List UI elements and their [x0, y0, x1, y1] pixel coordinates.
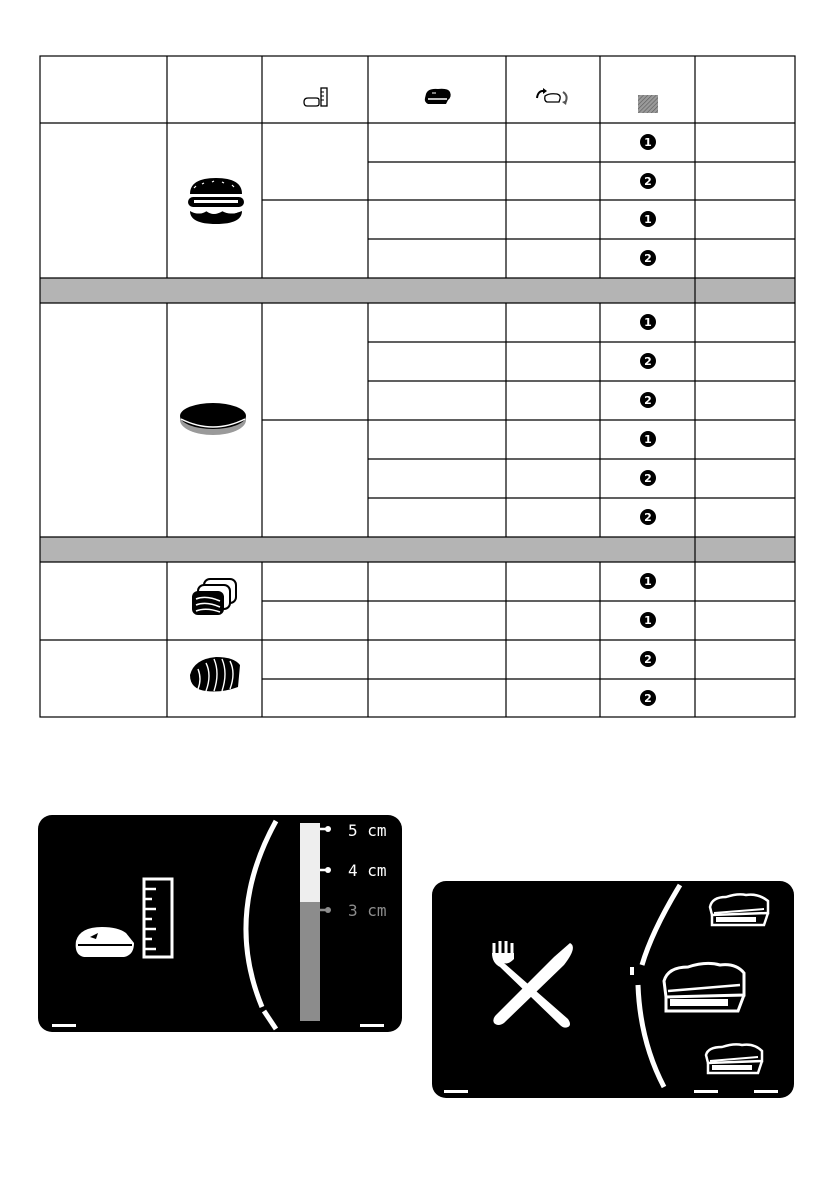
burger-icon: [188, 178, 244, 224]
level-label-5: 5 cm: [348, 821, 387, 840]
section-band: [40, 278, 795, 303]
ruler-icon: [144, 879, 172, 957]
table-grid: [40, 56, 795, 717]
steak-medium-icon: [706, 1044, 762, 1073]
level-label-3: 3 cm: [348, 901, 387, 920]
selector-arc: [246, 821, 276, 1007]
step-badge: 1: [644, 433, 652, 446]
steak-icon: [76, 927, 134, 957]
cooking-zone-icon: [638, 95, 658, 113]
thickness-ruler-icon: [304, 88, 327, 106]
section-band: [40, 537, 795, 562]
page-indicator: [52, 1024, 76, 1027]
step-badge: 1: [644, 316, 652, 329]
step-badge: 1: [644, 614, 652, 627]
step-badge: 2: [644, 355, 652, 368]
step-badge: 2: [644, 653, 652, 666]
page-indicator: [694, 1090, 718, 1093]
page-indicator: [444, 1090, 468, 1093]
step-badge: 1: [644, 575, 652, 588]
step-badge: 2: [644, 252, 652, 265]
page-indicator: [754, 1090, 778, 1093]
page-indicator: [360, 1024, 384, 1027]
thickness-display: [38, 815, 402, 1032]
step-badge: 2: [644, 175, 652, 188]
step-badge: 2: [644, 692, 652, 705]
steak-thin-icon: [710, 894, 768, 925]
doneness-display: [432, 881, 794, 1098]
scale-fill: [300, 902, 320, 1021]
step-badge: 1: [644, 213, 652, 226]
selector-arc: [642, 885, 680, 965]
steak-icon: [425, 89, 451, 104]
level-label-4: 4 cm: [348, 861, 387, 880]
patty-icon: [180, 403, 246, 435]
step-badge: 2: [644, 511, 652, 524]
scale-upper: [300, 823, 320, 911]
step-badge: 2: [644, 394, 652, 407]
step-badge: 2: [644, 472, 652, 485]
fork-knife-icon: [492, 941, 573, 1028]
fish-fillet-icon: [190, 657, 240, 692]
turn-food-icon: [537, 88, 567, 105]
step-badge: 1: [644, 136, 652, 149]
fish-slices-icon: [192, 579, 236, 615]
steak-thick-icon: [664, 963, 744, 1011]
